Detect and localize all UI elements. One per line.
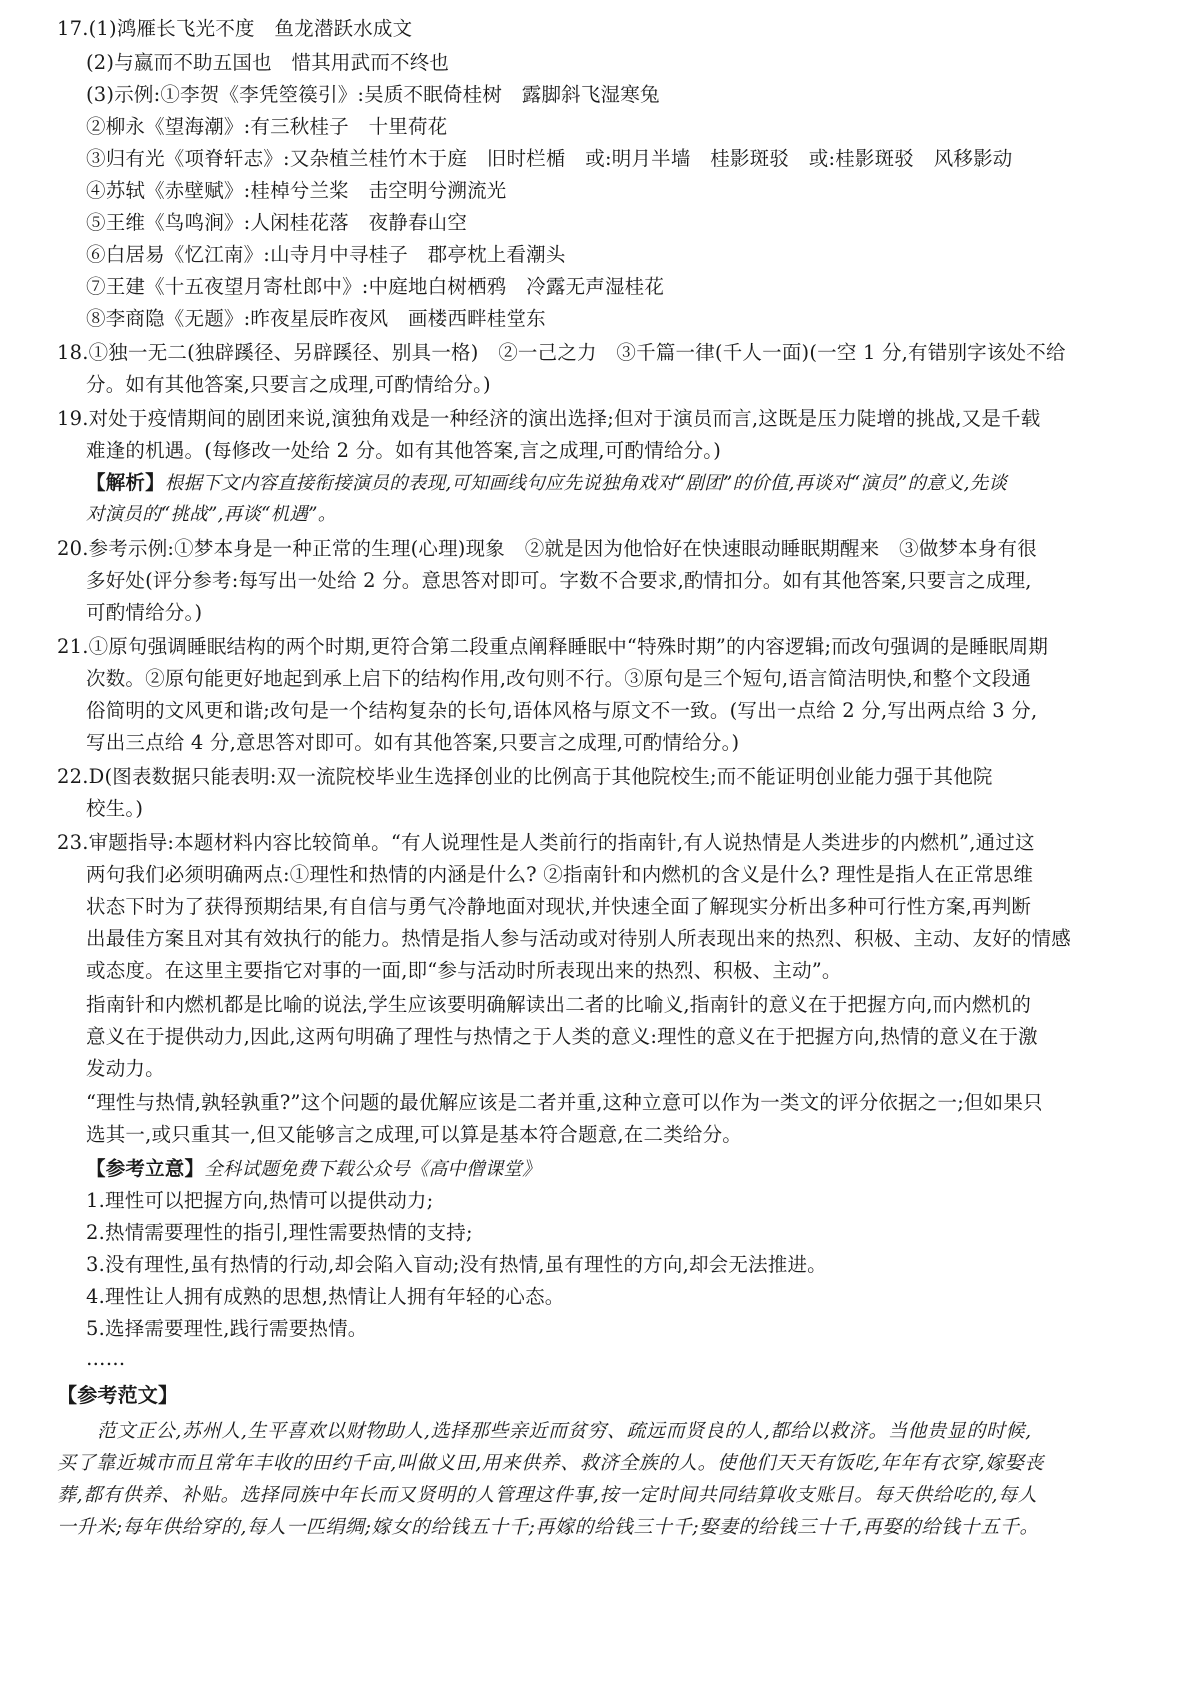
answer-22-line-2: 校生。) (86, 797, 144, 820)
sample-essay-line-3: 葬,都有供养、补贴。选择同族中年长而又贤明的人管理这件事,按一定时间共同结算收支账目。每天供给吃的,每人 (57, 1484, 1038, 1506)
answer-21-line-3: 俗简明的文风更和谐;改句是一个结构复杂的长句,语体风格与原文不一致。(写出一点给 2 分,写出两点给 3 分, (86, 699, 1038, 722)
answer-19-analysis-line-2: 对演员的“挑战”,再谈“机遇”。 (86, 504, 337, 525)
answer-17-part-1: 17.(1)鸿雁长飞光不度 鱼龙潜跃水成文 (57, 17, 413, 40)
reference-theme-note: 全科试题免费下载公众号《高中僧课堂》 (204, 1159, 541, 1180)
sample-essay-line-2: 买了靠近城市而且常年丰收的田约千亩,叫做义田,用来供养、救济全族的人。使他们天天有饭吃,年年有衣穿,嫁娶丧 (57, 1452, 1044, 1474)
answer-22-line-1: 22.D(图表数据只能表明:双一流院校毕业生选择创业的比例高于其他院校生;而不能证明创业能力强于其他院 (57, 765, 993, 788)
answer-18-line-2: 分。如有其他答案,只要言之成理,可酌情给分。) (86, 373, 491, 396)
answer-19-line-2: 难逢的机遇。(每修改一处给 2 分。如有其他答案,言之成理,可酌情给分。) (86, 439, 722, 462)
analysis-label: 【解析】 (86, 471, 165, 494)
theme-item-1: 1.理性可以把握方向,热情可以提供动力; (86, 1189, 434, 1212)
theme-item-5: 5.选择需要理性,践行需要热情。 (86, 1317, 368, 1340)
answer-23-paragraph-3-line-1: “理性与热情,孰轻孰重?”这个问题的最优解应该是二者并重,这种立意可以作为一类文的评分依据之一;但如果只 (86, 1091, 1043, 1114)
answer-17-example-5: ⑤王维《鸟鸣涧》:人闲桂花落 夜静春山空 (86, 211, 468, 234)
answer-20-line-1: 20.参考示例:①梦本身是一种正常的生理(心理)现象 ②就是因为他恰好在快速眼动睡眠期醒来 ③做梦本身有很 (57, 537, 1037, 560)
theme-item-4: 4.理性让人拥有成熟的思想,热情让人拥有年轻的心态。 (86, 1285, 565, 1308)
answer-23-paragraph-2-line-1: 指南针和内燃机都是比喻的说法,学生应该要明确解读出二者的比喻义,指南针的意义在于把握方向,而内燃机的 (86, 993, 1032, 1016)
reference-theme-label: 【参考立意】 (86, 1157, 205, 1180)
sample-essay-line-4: 一升米;每年供给穿的,每人一匹绢绸;嫁女的给钱五十千;再嫁的给钱三十千;娶妻的给钱三十千,再娶的给钱十五千。 (57, 1516, 1040, 1538)
answer-17-example-4: ④苏轼《赤壁赋》:桂棹兮兰桨 击空明兮溯流光 (86, 179, 507, 202)
theme-ellipsis: …… (86, 1347, 126, 1370)
answer-20-line-3: 可酌情给分。) (86, 601, 203, 624)
answer-19-analysis-line-1 (86, 471, 1007, 496)
answer-23-paragraph-2-line-2: 意义在于提供动力,因此,这两句明确了理性与热情之于人类的意义:理性的意义在于把握方向,热情的意义在于激 (86, 1025, 1038, 1048)
answer-23-line-3: 状态下时为了获得预期结果,有自信与勇气冷静地面对现状,并快速全面了解现实分析出多种可行性方案,再判断 (86, 895, 1032, 918)
answer-21-line-4: 写出三点给 4 分,意思答对即可。如有其他答案,只要言之成理,可酌情给分。) (86, 731, 740, 754)
sample-essay-heading: 【参考范文】 (57, 1383, 179, 1407)
theme-item-3: 3.没有理性,虽有热情的行动,却会陷入盲动;没有热情,虽有理性的方向,却会无法推进。 (86, 1253, 827, 1276)
answer-23-paragraph-2-line-3: 发动力。 (86, 1057, 165, 1080)
answer-23-line-1: 23.审题指导:本题材料内容比较简单。“有人说理性是人类前行的指南针,有人说热情是人类进步的内燃机”,通过这 (57, 831, 1035, 854)
answer-17-part-2: (2)与嬴而不助五国也 惜其用武而不终也 (86, 51, 450, 74)
theme-item-2: 2.热情需要理性的指引,理性需要热情的支持; (86, 1221, 473, 1244)
answer-21-line-2: 次数。②原句能更好地起到承上启下的结构作用,改句则不行。③原句是三个短句,语言简洁明快,和整个文段通 (86, 667, 1032, 690)
answer-23-line-5: 或态度。在这里主要指它对事的一面,即“参与活动时所表现出来的热烈、积极、主动”。 (86, 959, 842, 982)
sample-essay-line-1: 范文正公,苏州人,生平喜欢以财物助人,选择那些亲近而贫穷、疏远而贤良的人,都给以救济。当他贵显的时候, (97, 1420, 1032, 1442)
answer-20-line-2: 多好处(评分参考:每写出一处给 2 分。意思答对即可。字数不合要求,酌情扣分。如有其他答案,只要言之成理, (86, 569, 1032, 592)
answer-17-example-6: ⑥白居易《忆江南》:山寺月中寻桂子 郡亭枕上看潮头 (86, 243, 566, 266)
answer-23-line-4: 出最佳方案且对其有效执行的能力。热情是指人参与活动或对待别人所表现出来的热烈、积极、主动、友好的情感 (86, 927, 1072, 950)
answer-23-paragraph-3-line-2: 选其一,或只重其一,但又能够言之成理,可以算是基本符合题意,在二类给分。 (86, 1123, 742, 1146)
answer-17-example-8: ⑧李商隐《无题》:昨夜星辰昨夜风 画楼西畔桂堂东 (86, 307, 546, 330)
answer-17-example-3: ③归有光《项脊轩志》:又杂植兰桂竹木于庭 旧时栏楯 或:明月半墙 桂影斑驳 或:桂影斑驳 风移影动 (86, 147, 1013, 170)
answer-17-example-7: ⑦王建《十五夜望月寄杜郎中》:中庭地白树栖鸦 冷露无声湿桂花 (86, 275, 665, 298)
answer-23-line-2: 两句我们必须明确两点:①理性和热情的内涵是什么? ②指南针和内燃机的含义是什么? 理性是指人在正常思维 (86, 863, 1034, 886)
answer-17-example-2: ②柳永《望海潮》:有三秋桂子 十里荷花 (86, 115, 448, 138)
answer-21-line-1: 21.①原句强调睡眠结构的两个时期,更符合第二段重点阐释睡眠中“特殊时期”的内容逻辑;而改句强调的是睡眠周期 (57, 635, 1049, 658)
answer-19-line-1: 19.对处于疫情期间的剧团来说,演独角戏是一种经济的演出选择;但对于演员而言,这既是压力陡增的挑战,又是千载 (57, 407, 1041, 430)
answer-17-part-3-intro: (3)示例:①李贺《李凭箜篌引》:吴质不眠倚桂树 露脚斜飞湿寒兔 (86, 83, 660, 106)
analysis-text: 根据下文内容直接衔接演员的表现,可知画线句应先说独角戏对“剧团”的价值,再谈对“演员”的意义,先谈 (164, 473, 1008, 494)
reference-theme-heading (86, 1157, 541, 1182)
answer-18-line-1: 18.①独一无二(独辟蹊径、另辟蹊径、别具一格) ②一己之力 ③千篇一律(千人一面)(一空 1 分,有错别字该处不给 (57, 341, 1066, 364)
